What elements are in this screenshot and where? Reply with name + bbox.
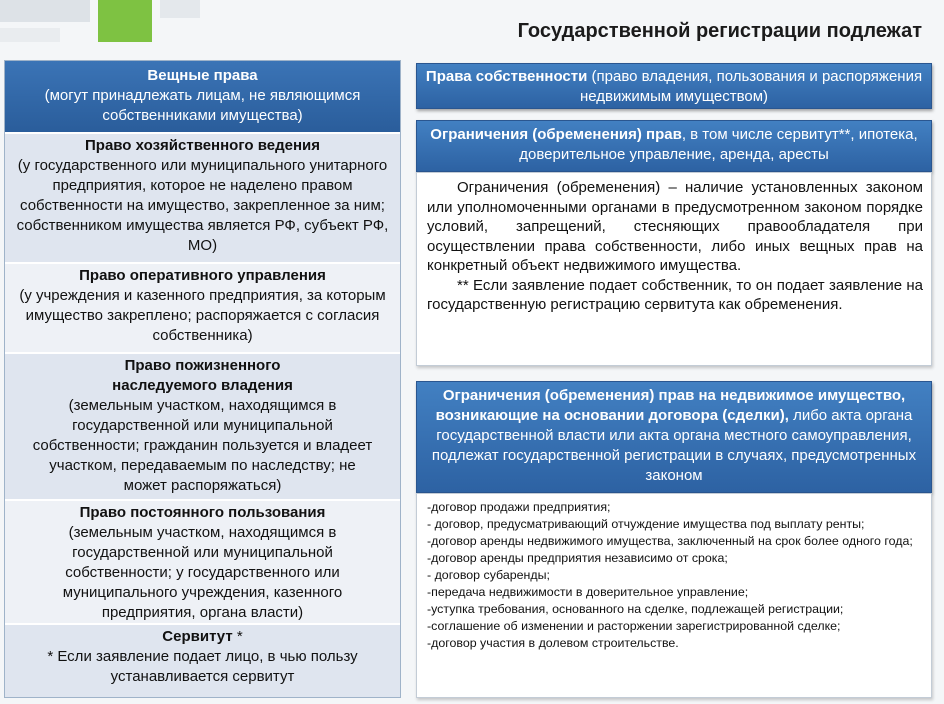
list-item: - договор субаренды; (427, 568, 550, 582)
slide-title: Государственной регистрации подлежат (517, 20, 922, 42)
box-text: либо акта органа государственной власти или акта органа местного самоуправления, подлежат государственной регистрации в случаях, предусмотренных законом (431, 407, 917, 484)
real-rights-subtitle: (могут принадлежать лицам, не являющимся собственниками имущества) (44, 87, 361, 124)
section-body: (земельным участком, находящимся в государственной или муниципальной собственности; у государственного или муниципального учреждения, казенного предприятия, органа власти) (62, 524, 343, 621)
contract-encumbrances-box (416, 381, 932, 493)
section-body: * Если заявление подает лицо, в чью пользу устанавливается сервитут (47, 648, 358, 685)
section-title: Право хозяйственного ведения (85, 137, 320, 154)
decor-block-gray (160, 0, 200, 18)
box-text: (право владения, пользования и распоряжения недвижимым имуществом) (579, 68, 923, 105)
section-lifetime-possession (5, 354, 400, 501)
section-title: Сервитут (162, 628, 233, 645)
decor-block-gray (0, 0, 90, 22)
list-item: - договор, предусматривающий отчуждение имущества под выплату ренты; (427, 517, 865, 531)
ownership-rights-box (416, 63, 932, 109)
section-economic-management (5, 134, 400, 264)
real-rights-title: Вещные права (147, 67, 258, 84)
real-rights-header (5, 61, 400, 134)
rights-column (4, 60, 401, 698)
list-item: -договор продажи предприятия; (427, 500, 611, 514)
list-item: -соглашение об изменении и расторжении зарегистрированной сделке; (427, 619, 841, 633)
section-body: (у учреждения и казенного предприятия, за которым имущество закреплено; распоряжается с согласия собственника) (19, 287, 386, 344)
contract-list (416, 493, 932, 698)
section-title-row (11, 627, 394, 647)
section-title-suffix: * (232, 628, 243, 645)
box-highlight: Права собственности (425, 68, 588, 85)
list-item: -договор участия в долевом строительстве. (427, 636, 679, 650)
list-item: -договор аренды предприятия независимо от срока; (427, 551, 728, 565)
box-highlight: Ограничения (обременения) прав (430, 126, 682, 143)
section-title: Право постоянного пользования (79, 504, 326, 521)
box-highlight: Ограничения (обременения) прав на недвижимое имущество, возникающие на основании договора (сделки), (435, 387, 906, 424)
section-operational-management (5, 264, 400, 354)
list-item: -передача недвижимости в доверительное управление; (427, 585, 749, 599)
section-title: Право пожизненного наследуемого владения (112, 357, 293, 394)
decor-block-gray (0, 28, 60, 42)
section-body: (земельным участком, находящимся в государственной или муниципальной собственности; гражданин пользуется и владеет участком, передаваемым по наследству; не может распоряжаться) (32, 397, 373, 494)
list-item: -договор аренды недвижимого имущества, заключенный на срок более одного года; (427, 534, 913, 548)
list-item: -уступка требования, основанного на сделке, подлежащей регистрации; (427, 602, 844, 616)
section-title: Право оперативного управления (79, 267, 326, 284)
encumbrances-definition (416, 172, 932, 366)
note-paragraph: ** Если заявление подает собственник, то он подает заявление на государственную регистрацию сервитута как обременения. (427, 276, 923, 313)
section-permanent-use (5, 501, 400, 625)
section-body: (у государственного или муниципального унитарного предприятия, которое не наделено правом собственности на имущество, закрепленное за ним; собственником имущества является РФ, субъект РФ, МО) (16, 157, 389, 254)
decor-block-green (98, 0, 152, 42)
definition-paragraph: Ограничения (обременения) – наличие установленных законом или уполномоченными органами в предусмотренном законом порядке условий, запрещений, стесняющих правообладателя при осуществлении права собственности, либо иных вещных прав на конкретный объект недвижимого имущества. (427, 179, 923, 274)
section-easement (5, 625, 400, 697)
encumbrances-box (416, 120, 932, 172)
box-text: , в том числе сервитут**, ипотека, доверительное управление, аренда, аресты (519, 126, 918, 163)
